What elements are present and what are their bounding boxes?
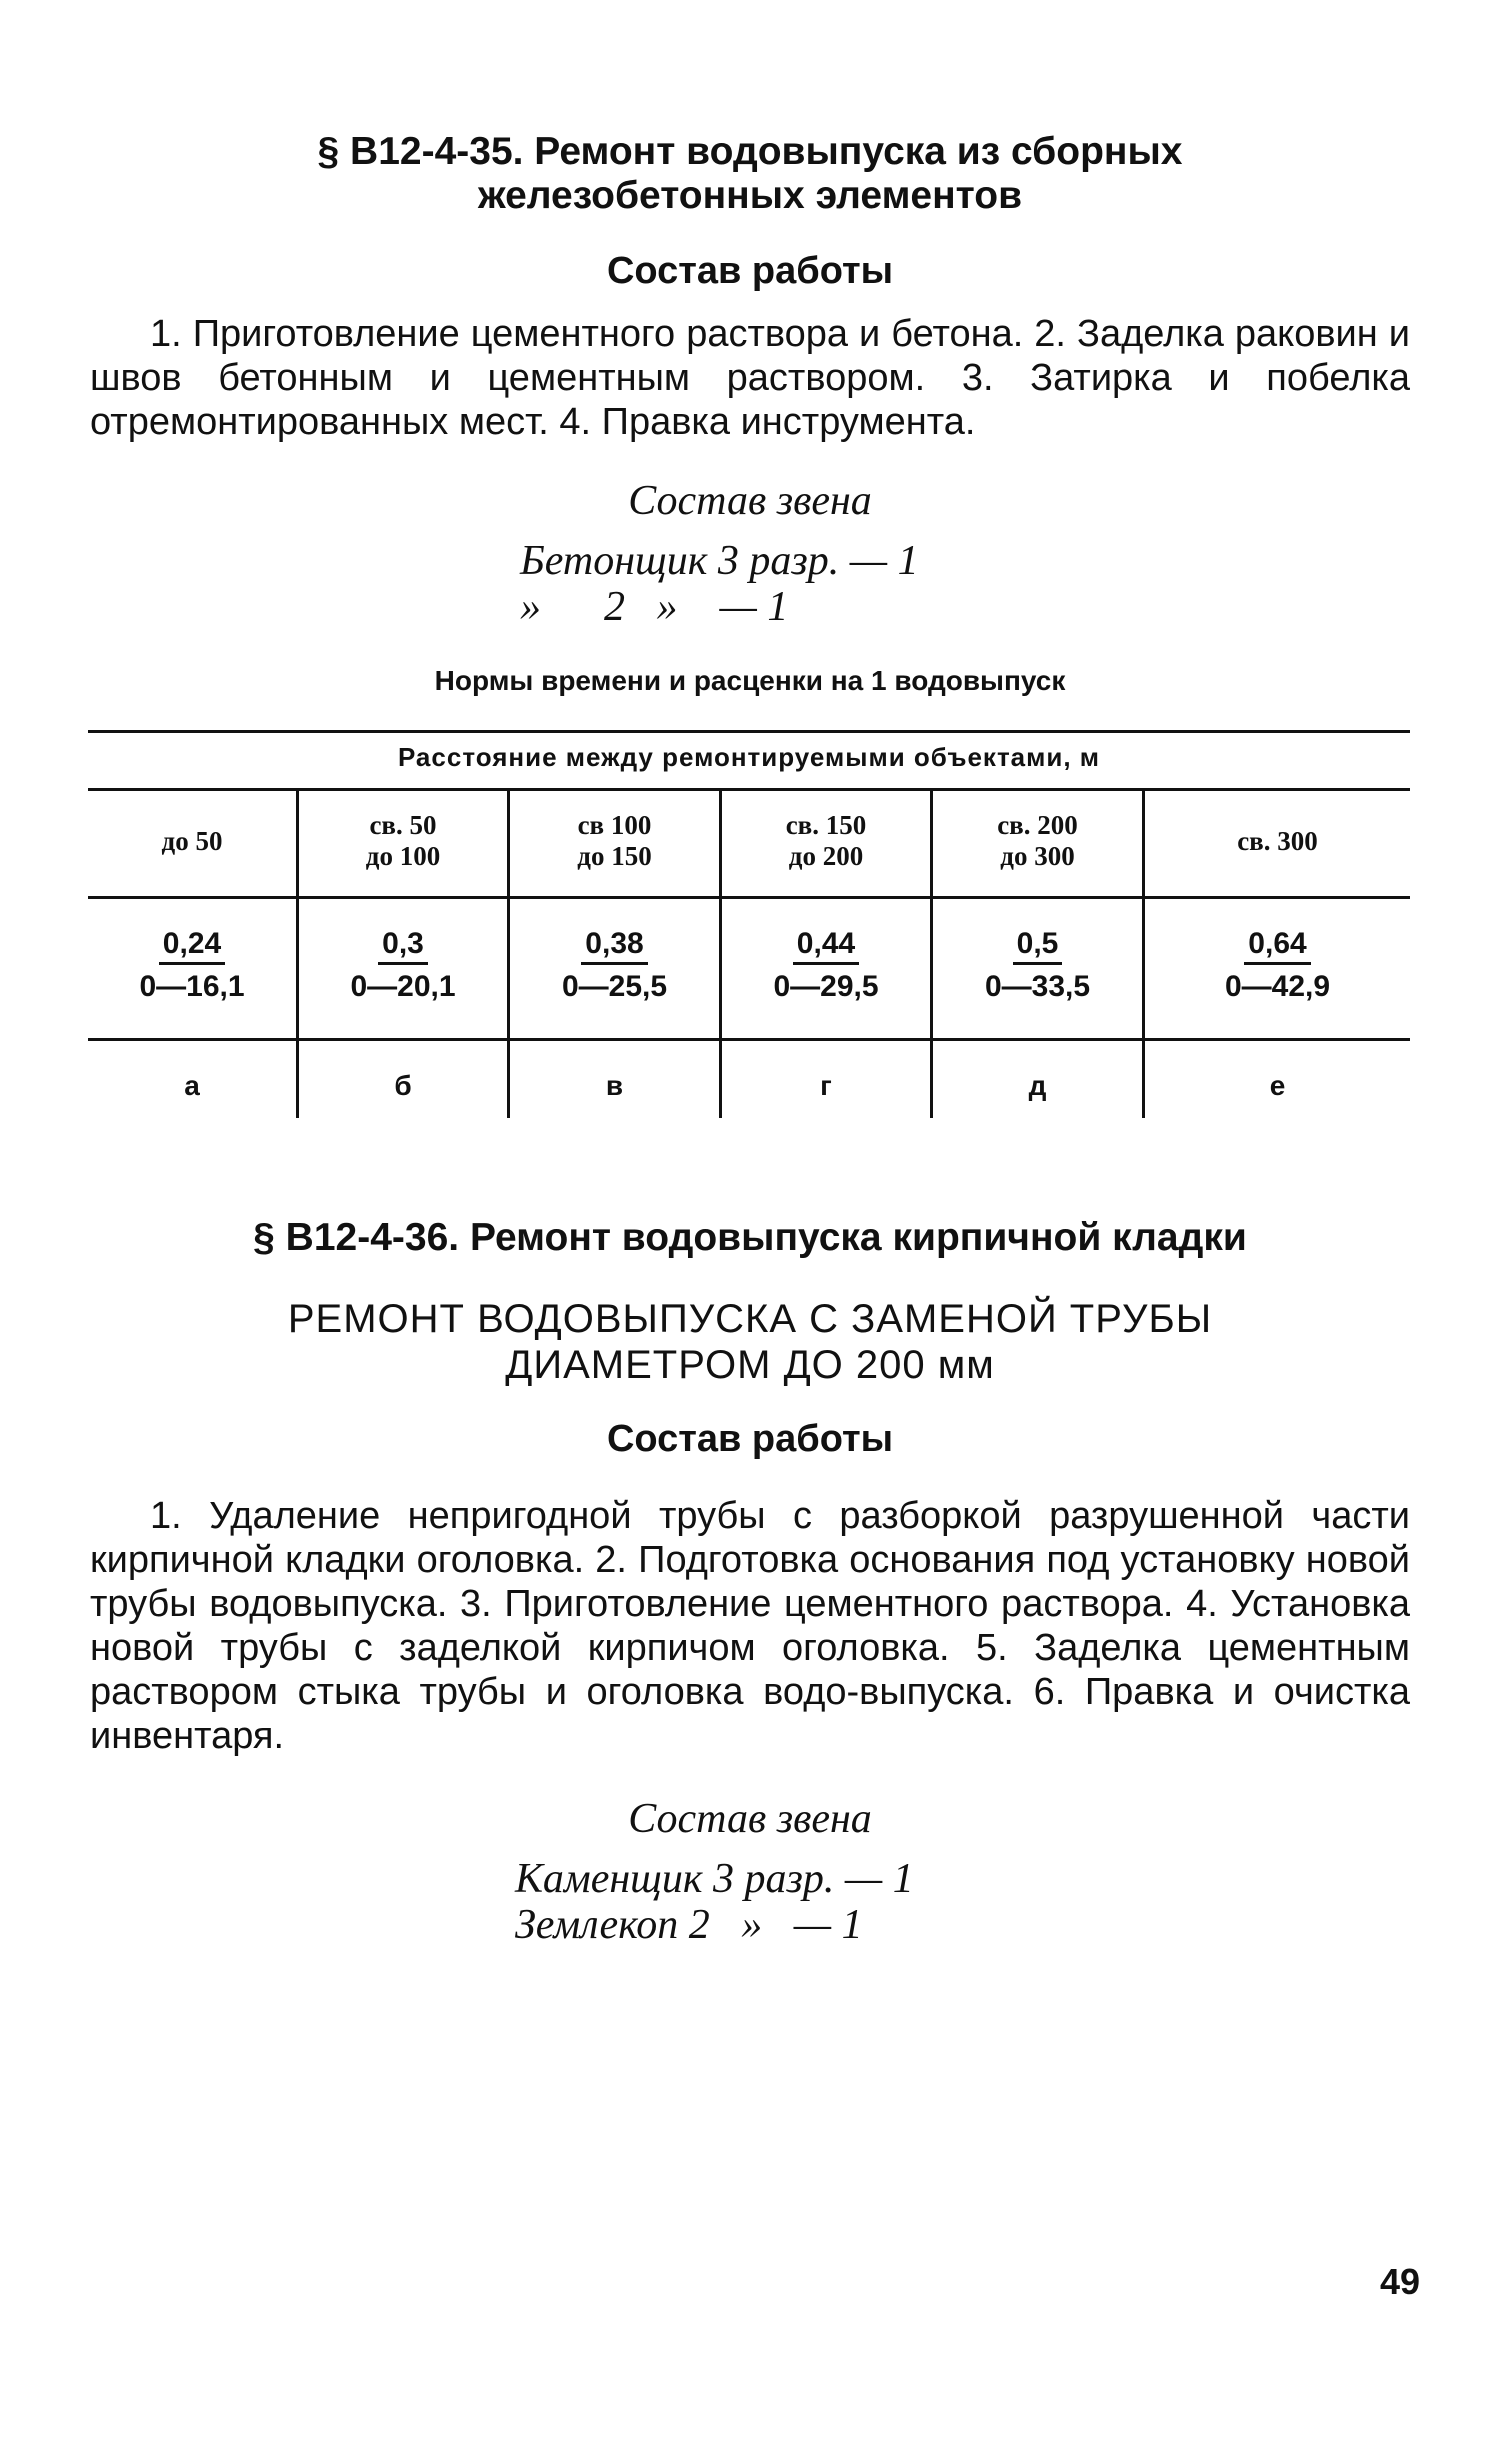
norms-caption: Нормы времени и расценки на 1 водовыпуск — [434, 665, 1066, 696]
work-composition-heading-2: Состав работы — [606, 1418, 894, 1460]
subsection-title-line2: ДИАМЕТРОМ ДО 200 мм — [505, 1343, 995, 1387]
work-composition-text-2: 1. Удаление непригодной трубы с разборкой разрушенной части кирпичной кладки оголовка. 2. Подготовка основания под установку новой трубы водовыпуска. 3. Приготовление цементного раствора. 4. Установка новой трубы с заделкой кирпичом оголовка. 5. Заделка цементным раствором стыка трубы и оголовка водо-выпуска. 6. Правка и очистка инвентаря. — [90, 1495, 1410, 1757]
section-title-line1: § В12-4-35. Ремонт водовыпуска из сборных — [317, 130, 1183, 173]
table-header: Расстояние между ремонтируемыми объектами, м — [397, 742, 1101, 772]
crew-heading: Состав звена — [628, 478, 872, 524]
column-letter: в — [605, 1070, 624, 1101]
column-header: св. 300 — [1237, 826, 1318, 856]
column-letter: д — [1028, 1070, 1047, 1101]
work-composition-heading: Состав работы — [606, 250, 894, 292]
column-letter: г — [820, 1070, 832, 1101]
table-top-rule — [88, 730, 1410, 733]
column-header: св 100 до 150 — [577, 810, 652, 871]
crew-line-1: Бетонщик 3 разр. — 1 — [520, 538, 919, 584]
column-header: до 50 — [161, 826, 223, 856]
column-header: св. 200 до 300 — [997, 810, 1078, 871]
work-composition-text: 1. Приготовление цементного раствора и бетона. 2. Заделка раковин и швов бетонным и цементным раствором. 3. Затирка и побелка отремонтированных мест. 4. Правка инструмента. — [90, 313, 1410, 443]
column-header: св. 50 до 100 — [365, 810, 441, 871]
column-letter: б — [394, 1070, 412, 1101]
crew-line-2: » 2 » — 1 — [520, 584, 789, 630]
table-value: $\frac{0,24}{0—16,1}$ — [139, 927, 245, 1003]
crew-line-3: Каменщик 3 разр. — 1 — [515, 1856, 914, 1902]
table-rule — [88, 788, 1410, 791]
page-number: 49 — [1379, 2261, 1420, 2302]
table-rule — [88, 1038, 1410, 1041]
column-letter: а — [184, 1070, 200, 1101]
table-value: $\frac{0,38}{0—25,5}$ — [561, 927, 668, 1003]
table-value: $\frac{0,3}{0—20,1}$ — [350, 927, 456, 1003]
section-title-line2: железобетонных элементов — [477, 174, 1023, 217]
table-value: $\frac{0,5}{0—33,5}$ — [984, 927, 1091, 1003]
crew-heading-2: Состав звена — [628, 1796, 872, 1842]
section2-title: § В12-4-36. Ремонт водовыпуска кирпичной кладки — [253, 1216, 1247, 1259]
table-value: $\frac{0,44}{0—29,5}$ — [773, 927, 879, 1003]
table-rule — [88, 896, 1410, 899]
table-value: $\frac{0,64}{0—42,9}$ — [1224, 927, 1331, 1003]
crew-line-4: Землекоп 2 » — 1 — [515, 1902, 863, 1948]
column-letter: е — [1269, 1070, 1286, 1101]
column-header: св. 150 до 200 — [785, 810, 867, 871]
subsection-title-line1: РЕМОНТ ВОДОВЫПУСКА С ЗАМЕНОЙ ТРУБЫ — [287, 1297, 1213, 1341]
